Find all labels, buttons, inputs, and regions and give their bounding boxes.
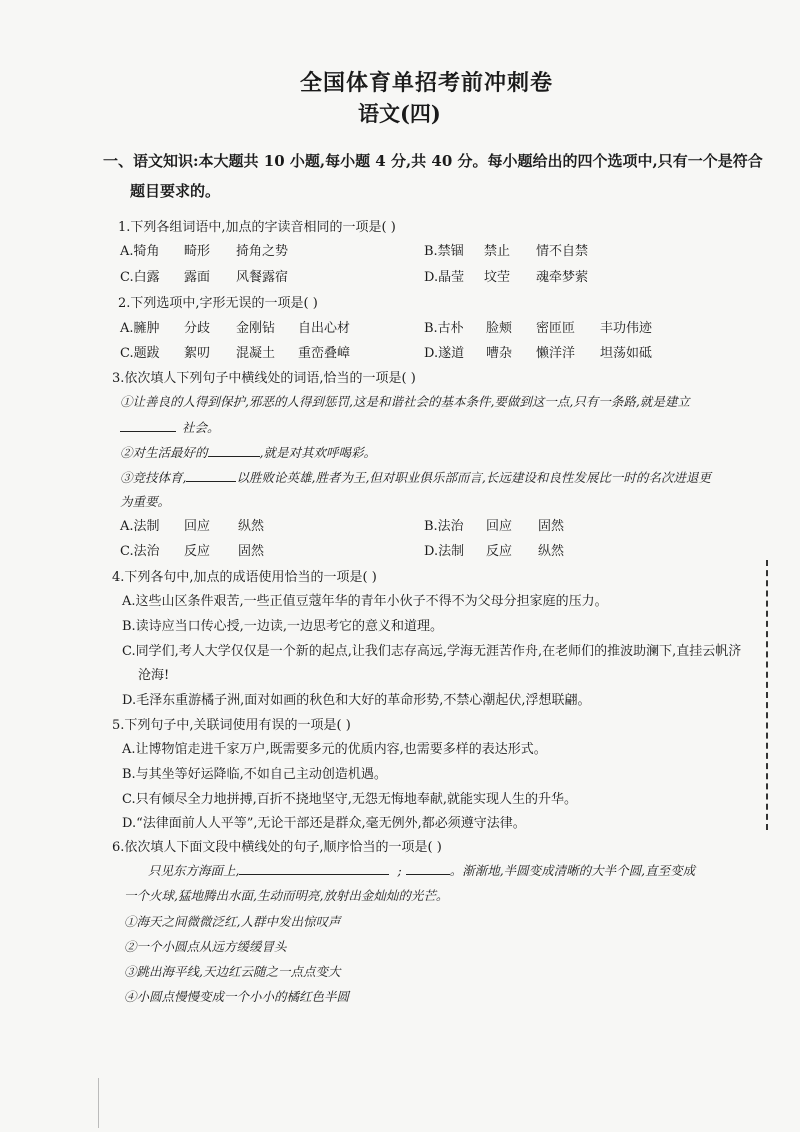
answer-blank (186, 469, 236, 482)
q4-option-b: B.读诗应当口传心授,一边读,一边思考它的意义和道理。 (122, 619, 443, 634)
q4-option-d: D.毛泽东重游橘子洲,面对如画的秋色和大好的革命形势,不禁心潮起伏,浮想联翩。 (122, 693, 591, 708)
q2-option-c-word-2: 絮叨 (184, 346, 211, 361)
q3-option-a-word-1: A.法制 (120, 519, 160, 534)
q2-option-a-word-4: 自出心材 (298, 321, 351, 336)
q2-option-c-word-1: C.题跋 (120, 346, 160, 361)
q2-option-b-word-2: 脸颊 (486, 321, 513, 336)
question-2-stem: 2.下列选项中,字形无误的一项是( ) (118, 296, 318, 311)
q3-sentence-1-line-1: ①让善良的人得到保护,邪恶的人得到惩罚,这是和谐社会的基本条件,要做到这一点,只有一条路,就是建立 (120, 394, 690, 409)
q3-sentence-2 (120, 443, 376, 461)
q4-option-c-line-1: C.同学们,考人大学仅仅是一个新的起点,让我们志存高远,学海无涯苦作舟,在老师们的推波助澜下,直挂云帆济 (122, 644, 742, 659)
q2-option-a-word-1: A.臃肿 (120, 321, 160, 336)
section-heading-line2: 题目要求的。 (130, 182, 221, 200)
page-title: 全国体育单招考前冲刺卷 (300, 70, 554, 96)
q3-option-d-word-2: 反应 (486, 544, 513, 559)
margin-line (98, 1078, 99, 1128)
q1-option-c-word-3: 风餐露宿 (236, 270, 289, 285)
q3-option-b-word-2: 回应 (486, 519, 513, 534)
q3-sentence-3-line-1 (120, 468, 711, 486)
q6-sentence-2: ②一个小圆点从远方缓缓冒头 (124, 939, 287, 954)
question-1-stem: 1.下列各组词语中,加点的字读音相同的一项是( ) (118, 220, 396, 235)
q1-option-a-word-1: A.犄角 (120, 244, 160, 259)
q1-option-a-word-2: 畸形 (184, 244, 211, 259)
q1-option-b-word-3: 情不自禁 (536, 244, 589, 259)
q6-sentence-1: ①海天之间微微泛红,人群中发出惊叹声 (124, 914, 341, 929)
q6-passage-line-1 (148, 861, 695, 879)
q6-sentence-3: ③跳出海平线,天边红云随之一点点变大 (124, 964, 341, 979)
q3-sentence-2-end: ,就是对其欢呼喝彩。 (259, 445, 376, 460)
q2-option-a-word-3: 金刚钻 (236, 321, 276, 336)
q5-option-c: C.只有倾尽全力地拼搏,百折不挠地坚守,无怨无悔地奉献,就能实现人生的升华。 (122, 792, 578, 807)
q5-option-b: B.与其坐等好运降临,不如自己主动创造机遇。 (122, 767, 387, 782)
q1-option-c-word-1: C.白露 (120, 270, 160, 285)
q3-sentence-3-mid: 以胜败论英雄,胜者为王,但对职业俱乐部而言,长远建设和良性发展比一时的名次进退更 (236, 470, 711, 485)
q5-option-d: D.“法律面前人人平等”,无论干部还是群众,毫无例外,都必须遵守法律。 (122, 816, 526, 831)
q3-sentence-2-start: ②对生活最好的 (120, 445, 208, 460)
q3-option-b-word-3: 固然 (538, 519, 565, 534)
q3-option-d-word-1: D.法制 (424, 544, 465, 559)
q2-option-d-word-1: D.遂道 (424, 346, 465, 361)
answer-blank (406, 862, 450, 875)
q3-sentence-3-line-2: 为重要。 (120, 494, 171, 509)
q1-option-a-word-3: 掎角之势 (236, 244, 289, 259)
q1-option-d-word-3: 魂牵梦萦 (536, 270, 589, 285)
q1-option-b-word-1: B.禁锢 (424, 244, 464, 259)
q6-passage-continuation: 。渐渐地,半圆变成清晰的大半个圆,直至变成 (449, 863, 696, 878)
q5-option-a: A.让博物馆走进千家万户,既需要多元的优质内容,也需要多样的表达形式。 (122, 742, 547, 757)
q1-option-d-word-2: 坟茔 (484, 270, 511, 285)
q1-option-c-word-2: 露面 (184, 270, 211, 285)
question-4-stem: 4.下列各句中,加点的成语使用恰当的一项是( ) (112, 570, 377, 585)
q2-option-b-word-1: B.古朴 (424, 321, 464, 336)
question-5-stem: 5.下列句子中,关联词使用有误的一项是( ) (112, 718, 351, 733)
q3-option-a-word-2: 回应 (184, 519, 211, 534)
q3-option-d-word-3: 纵然 (538, 544, 565, 559)
q3-option-b-word-1: B.法治 (424, 519, 464, 534)
page-subtitle: 语文(四) (358, 101, 441, 126)
q3-option-a-word-3: 纵然 (238, 519, 265, 534)
q2-option-b-word-4: 丰功伟迹 (600, 321, 653, 336)
q2-option-d-word-2: 嘈杂 (486, 346, 513, 361)
answer-blank (208, 444, 260, 457)
q4-option-c-line-2: 沧海! (138, 668, 170, 683)
q2-option-d-word-3: 懒洋洋 (536, 346, 576, 361)
q1-option-b-word-2: 禁止 (484, 244, 511, 259)
q6-passage-line-2: 一个火球,猛地腾出水面,生动而明亮,放射出金灿灿的光芒。 (124, 888, 449, 903)
q3-option-c-word-2: 反应 (184, 544, 211, 559)
answer-blank (120, 419, 176, 432)
q3-option-c-word-3: 固然 (238, 544, 265, 559)
answer-blank (239, 862, 389, 875)
section-heading-line1: 一、语文知识:本大题共 10 小题,每小题 4 分,共 40 分。每小题给出的四个选项中,只有一个是符合 (103, 152, 763, 170)
q2-option-b-word-3: 密匝匝 (536, 321, 576, 336)
binding-dashed-line (766, 560, 768, 830)
q1-option-d-word-1: D.晶莹 (424, 270, 465, 285)
q3-option-c-word-1: C.法治 (120, 544, 160, 559)
q2-option-c-word-3: 混凝土 (236, 346, 276, 361)
q6-passage-semicolon: ; (397, 863, 402, 878)
q2-option-d-word-4: 坦荡如砥 (600, 346, 653, 361)
question-3-stem: 3.依次填人下列句子中横线处的词语,恰当的一项是( ) (112, 371, 416, 386)
q2-option-a-word-2: 分歧 (184, 321, 211, 336)
q3-sentence-1-end: 社会。 (182, 420, 220, 435)
q4-option-a: A.这些山区条件艰苦,一些正值豆蔻年华的青年小伙子不得不为父母分担家庭的压力。 (122, 594, 608, 609)
q6-sentence-4: ④小圆点慢慢变成一个小小的橘红色半圆 (124, 989, 350, 1004)
q3-sentence-3-start: ③竞技体育, (120, 470, 187, 485)
q6-passage-start: 只见东方海面上, (148, 863, 240, 878)
q2-option-c-word-4: 重峦叠嶂 (298, 346, 351, 361)
q3-sentence-1-line-2 (120, 418, 220, 436)
question-6-stem: 6.依次填人下面文段中横线处的句子,顺序恰当的一项是( ) (112, 840, 442, 855)
